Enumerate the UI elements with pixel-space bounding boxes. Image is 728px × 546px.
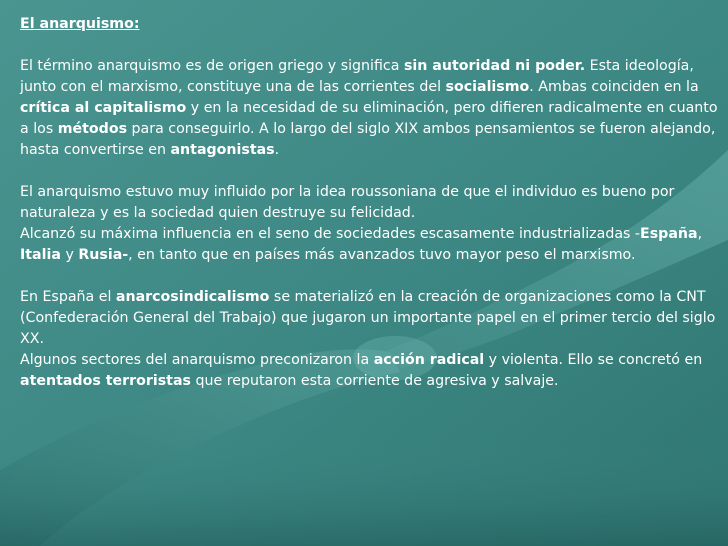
text-run: y bbox=[60, 247, 79, 263]
text-run: . bbox=[274, 142, 280, 158]
text-run: Algunos sectores del anarquismo preconizaron la bbox=[20, 352, 374, 368]
text-run: y violenta. Ello se concretó en bbox=[484, 352, 703, 368]
bold-term-espana: España bbox=[640, 226, 698, 242]
bold-term-critica: crítica al capitalismo bbox=[20, 100, 187, 116]
bold-term-rusia: Rusia- bbox=[78, 247, 129, 263]
bold-term-atentados: atentados terroristas bbox=[20, 373, 191, 389]
paragraph-influence bbox=[20, 182, 720, 266]
text-line bbox=[20, 287, 720, 350]
text-run: , en tanto que en países más avanzados tuvo mayor peso el marxismo. bbox=[128, 247, 636, 263]
bold-term-metodos: métodos bbox=[57, 121, 128, 137]
text-run: Esta ideología, junto con el marxismo, constituye una de las corrientes del bbox=[20, 58, 694, 95]
text-run: , bbox=[697, 226, 703, 242]
text-run: para conseguirlo. A lo largo del siglo XIX ambos pensamientos se fueron alejando, hasta convertirse en bbox=[20, 121, 716, 158]
slide-content bbox=[20, 14, 720, 413]
text-line bbox=[20, 224, 720, 266]
text-run: Alcanzó su máxima influencia en el seno de sociedades escasamente industrializadas - bbox=[20, 226, 641, 242]
bold-term-antagonistas: antagonistas bbox=[170, 142, 275, 158]
bold-term-socialismo: socialismo bbox=[445, 79, 530, 95]
bold-term-sin-autoridad: sin autoridad ni poder. bbox=[403, 58, 586, 74]
paragraph-spain bbox=[20, 287, 720, 392]
text-line bbox=[20, 350, 720, 392]
bold-term-italia: Italia bbox=[20, 247, 61, 263]
slide-title: El anarquismo: bbox=[20, 16, 140, 32]
text-run: . Ambas coinciden en la bbox=[529, 79, 699, 95]
bold-term-accion-radical: acción radical bbox=[373, 352, 485, 368]
text-line: El anarquismo estuvo muy influido por la idea roussoniana de que el individuo es bueno por naturaleza y es la sociedad quien destruye su felicidad. bbox=[20, 184, 675, 221]
text-run: que reputaron esta corriente de agresiva y salvaje. bbox=[190, 373, 559, 389]
paragraph-origin bbox=[20, 56, 720, 161]
text-run: se materializó en la creación de organizaciones como la CNT (Confederación General del Trabajo) que jugaron un importante papel en el primer tercio del siglo XX. bbox=[20, 289, 716, 347]
bold-term-anarcosindicalismo: anarcosindicalismo bbox=[115, 289, 270, 305]
text-run: En España el bbox=[20, 289, 116, 305]
text-run: El término anarquismo es de origen griego y significa bbox=[20, 58, 404, 74]
text-run: y en la necesidad de su eliminación, pero difieren radicalmente en cuanto a los bbox=[20, 100, 718, 137]
